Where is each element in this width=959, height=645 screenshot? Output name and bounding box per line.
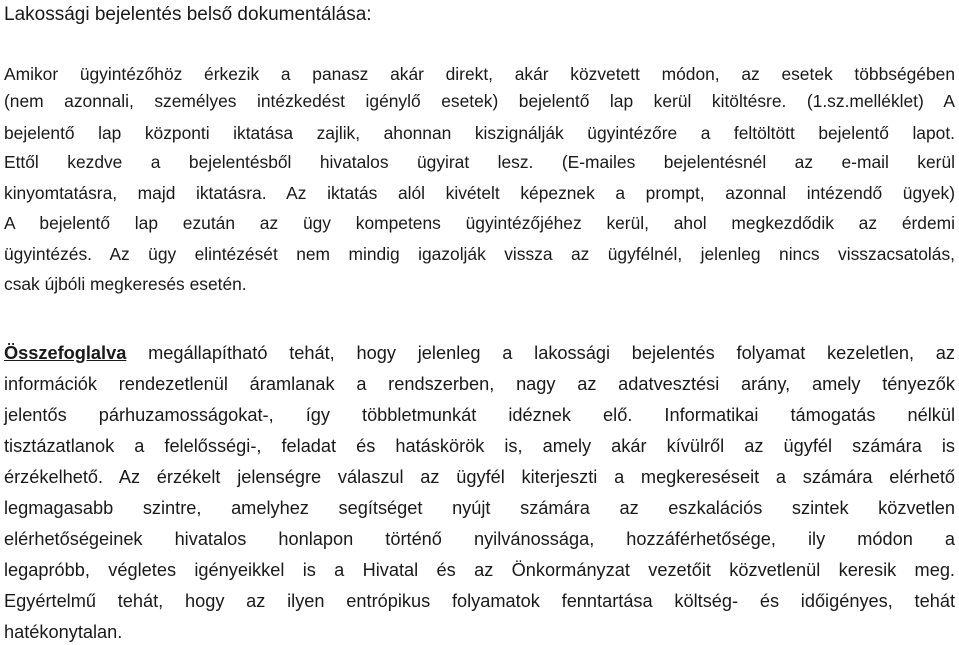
paragraph-line: Amikor ügyintézőhöz érkezik a panasz akár direkt, akár közvetett módon, az esetek többségében <box>4 64 955 84</box>
summary-lead: Összefoglalva <box>4 343 127 363</box>
paragraph-line: jelentős párhuzamosságokat-, így többletmunkát idéznek elő. Informatikai támogatás nélkül <box>4 405 955 425</box>
paragraph-line: bejelentő lap központi iktatása zajlik, ahonnan kiszignálják ügyintézőre a feltöltött bejelentő lapot. <box>4 123 955 143</box>
paragraph-line: hatékonytalan. <box>4 622 123 642</box>
paragraph-line: kinyomtatásra, majd iktatásra. Az iktatás alól kivételt képeznek a prompt, azonnal intézendő ügyek) <box>4 183 955 203</box>
paragraph-line: Ettől kezdve a bejelentésből hivatalos ügyirat lesz. (E-mailes bejelentésnél az e-mail kerül <box>4 152 955 172</box>
paragraph-line: tisztázatlanok a felelősségi-, feladat és hatáskörök is, amely akár kívülről az ügyfél számára is <box>4 436 955 456</box>
paragraph-line: elérhetőségeinek hivatalos honlapon történő nyilvánossága, hozzáférhetősége, ily módon a <box>4 529 955 549</box>
section-heading: Lakossági bejelentés belső dokumentálása: <box>4 4 372 25</box>
paragraph-line: Egyértelmű tehát, hogy az ilyen entrópikus folyamatok fenntartása költség- és időigényes, tehát <box>4 591 955 611</box>
summary-line-text: megállapítható tehát, hogy jelenleg a lakossági bejelentés folyamat kezeletlen, az <box>126 343 955 363</box>
paragraph-line <box>4 340 955 366</box>
paragraph-line: legapróbb, végletes igényeikkel is a Hivatal és az Önkormányzat vezetőit közvetlenül keresik meg. <box>4 560 955 580</box>
paragraph-line: csak újbóli megkeresés esetén. <box>4 274 247 294</box>
paragraph-line: ügyintézés. Az ügy elintézését nem mindig igazolják vissza az ügyfélnél, jelenleg nincs visszacsatolás, <box>4 244 955 264</box>
paragraph-line: A bejelentő lap ezután az ügy kompetens ügyintézőjéhez kerül, ahol megkezdődik az érdemi <box>4 213 955 233</box>
paragraph-line: érzékelhető. Az érzékelt jelenségre válaszul az ügyfél kiterjeszti a megkereséseit a számára elérhető <box>4 467 955 487</box>
paragraph-line: (nem azonnali, személyes intézkedést igénylő esetek) bejelentő lap kerül kitöltésre. (1.sz.melléklet) A <box>4 91 955 111</box>
paragraph-line: információk rendezetlenül áramlanak a rendszerben, nagy az adatvesztési arány, amely tényezők <box>4 374 955 394</box>
paragraph-line: legmagasabb szintre, amelyhez segítséget nyújt számára az eszkalációs szintek közvetlen <box>4 498 955 518</box>
